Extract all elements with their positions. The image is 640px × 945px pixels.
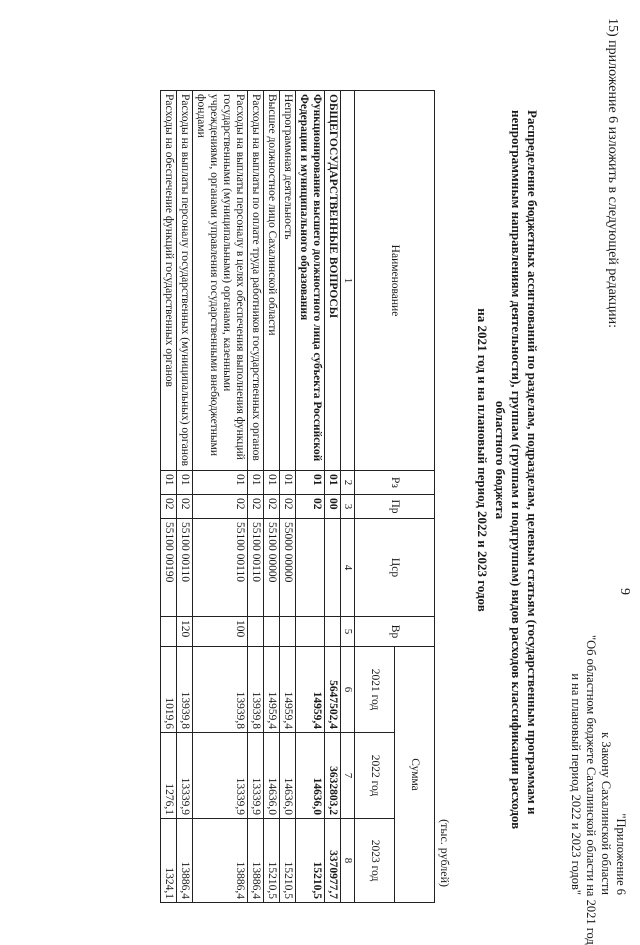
header-sum: Сумма	[395, 647, 435, 903]
row-amount-2021-cell: 14959,4	[264, 647, 280, 733]
header-vr: Вр	[355, 617, 435, 647]
row-csr-cell	[296, 519, 325, 617]
row-pr-cell: 02	[161, 495, 177, 519]
header-rz: Рз	[355, 471, 435, 495]
header-year-2023: 2023 год	[355, 819, 395, 903]
row-amount-2022-cell: 14636,0	[296, 733, 325, 819]
column-number-cell: 1	[341, 91, 355, 471]
header-csr: Цср	[355, 519, 435, 617]
row-csr-cell: 55100 00110	[177, 519, 193, 617]
table-row	[280, 91, 296, 903]
row-amount-2021-cell: 14959,4	[280, 647, 296, 733]
row-rz-cell: 01	[280, 471, 296, 495]
row-amount-2023-cell: 15210,5	[296, 819, 325, 903]
column-number-cell: 5	[341, 617, 355, 647]
header-name: Наименование	[355, 91, 435, 471]
intro-text: 15) приложение 6 изложить в следующей редакции:	[605, 18, 620, 328]
table-body	[161, 91, 341, 903]
row-amount-2021-cell: 13939,8	[248, 647, 264, 733]
row-name-cell: Функционирование высшего должностного лица субъекта Российской Федерации и муниципального образования	[296, 91, 325, 471]
row-rz-cell: 01	[177, 471, 193, 495]
column-number-cell: 2	[341, 471, 355, 495]
row-pr-cell: 02	[264, 495, 280, 519]
row-pr-cell: 02	[280, 495, 296, 519]
row-pr-cell: 02	[193, 495, 248, 519]
row-csr-cell: 55100 00110	[248, 519, 264, 617]
table-row	[193, 91, 248, 903]
column-number-cell: 6	[341, 647, 355, 733]
column-number-cell: 4	[341, 519, 355, 617]
page-number: 9	[617, 588, 632, 595]
header-pr: Пр	[355, 495, 435, 519]
row-amount-2023-cell: 15210,5	[280, 819, 296, 903]
row-amount-2023-cell: 1324,1	[161, 819, 177, 903]
row-csr-cell: 55000 00000	[280, 519, 296, 617]
row-amount-2023-cell: 3370977,7	[325, 819, 341, 903]
column-number-cell: 8	[341, 819, 355, 903]
row-amount-2023-cell: 13886,4	[248, 819, 264, 903]
row-vr-cell: 100	[193, 617, 248, 647]
row-pr-cell: 02	[248, 495, 264, 519]
row-csr-cell: 55100 00000	[264, 519, 280, 617]
header-year-2022: 2022 год	[355, 733, 395, 819]
document-title	[474, 110, 540, 830]
row-vr-cell	[325, 617, 341, 647]
title-line-4: на 2021 год и на плановый период 2022 и 2023 годов	[475, 308, 490, 612]
row-vr-cell: 120	[177, 617, 193, 647]
row-amount-2023-cell: 15210,5	[264, 819, 280, 903]
table-row	[296, 91, 325, 903]
units-label: (тыс. рублей)	[438, 819, 452, 887]
table-row	[161, 91, 177, 903]
row-amount-2022-cell: 13339,9	[248, 733, 264, 819]
row-name-cell: Высшее должностное лицо Сахалинской области	[264, 91, 280, 471]
row-amount-2022-cell: 3632803,2	[325, 733, 341, 819]
row-name-cell: ОБЩЕГОСУДАРСТВЕННЫЕ ВОПРОСЫ	[325, 91, 341, 471]
appendix-reference	[568, 635, 628, 945]
row-amount-2021-cell: 5647502,4	[325, 647, 341, 733]
row-pr-cell: 02	[177, 495, 193, 519]
row-csr-cell: 55100 00190	[161, 519, 177, 617]
row-amount-2023-cell: 13886,4	[177, 819, 193, 903]
row-vr-cell	[264, 617, 280, 647]
row-rz-cell: 01	[193, 471, 248, 495]
title-line-1: Распределение бюджетных ассигнований по разделам, подразделам, целевым статьям (государственным программам и	[525, 110, 540, 815]
budget-table	[160, 90, 435, 903]
row-rz-cell: 01	[296, 471, 325, 495]
table-row	[248, 91, 264, 903]
row-amount-2021-cell: 1019,6	[161, 647, 177, 733]
header-year-2021: 2021 год	[355, 647, 395, 733]
row-rz-cell: 01	[264, 471, 280, 495]
row-name-cell: Расходы на выплаты персоналу в целях обеспечения выполнения функций государственными (муниципальными) органами, казенными учреждениями, органами управления государственными внебюджетными фондами	[193, 91, 248, 471]
row-name-cell: Расходы на выплаты персоналу государственных (муниципальных) органов	[177, 91, 193, 471]
appendix-line-4: и на плановый период 2022 и 2023 годов"	[569, 673, 583, 895]
row-vr-cell	[280, 617, 296, 647]
row-vr-cell	[161, 617, 177, 647]
title-line-2: непрограммным направлениям деятельности), группам (группам и подгруппам) видов расходов классификации расходов	[509, 110, 524, 830]
row-rz-cell: 01	[161, 471, 177, 495]
column-number-cell: 3	[341, 495, 355, 519]
row-rz-cell: 01	[325, 471, 341, 495]
table-row	[264, 91, 280, 903]
row-pr-cell: 02	[296, 495, 325, 519]
table-row	[177, 91, 193, 903]
row-amount-2021-cell: 14959,4	[296, 647, 325, 733]
row-amount-2022-cell: 13339,9	[193, 733, 248, 819]
row-csr-cell: 55100 00110	[193, 519, 248, 617]
row-amount-2022-cell: 13339,9	[177, 733, 193, 819]
row-amount-2021-cell: 13939,8	[193, 647, 248, 733]
row-name-cell: Расходы на обеспечение функций государственных органов	[161, 91, 177, 471]
row-amount-2021-cell: 13939,8	[177, 647, 193, 733]
row-amount-2023-cell: 13886,4	[193, 819, 248, 903]
row-amount-2022-cell: 1276,1	[161, 733, 177, 819]
row-amount-2022-cell: 14636,0	[280, 733, 296, 819]
row-rz-cell: 01	[248, 471, 264, 495]
table-row	[325, 91, 341, 903]
row-vr-cell	[248, 617, 264, 647]
appendix-line-1: "Приложение 6	[614, 813, 628, 895]
appendix-line-2: к Закону Сахалинской области	[599, 732, 613, 895]
row-name-cell: Расходы на выплаты по оплате труда работников государственных органов	[248, 91, 264, 471]
row-amount-2022-cell: 14636,0	[264, 733, 280, 819]
column-number-row	[341, 91, 355, 903]
row-csr-cell	[325, 519, 341, 617]
column-number-cell: 7	[341, 733, 355, 819]
title-line-3: областного бюджета	[493, 400, 508, 520]
row-name-cell: Непрограммная деятельность	[280, 91, 296, 471]
appendix-line-3: "Об областном бюджете Сахалинской области на 2021 год	[584, 635, 598, 945]
row-vr-cell	[296, 617, 325, 647]
row-pr-cell: 00	[325, 495, 341, 519]
